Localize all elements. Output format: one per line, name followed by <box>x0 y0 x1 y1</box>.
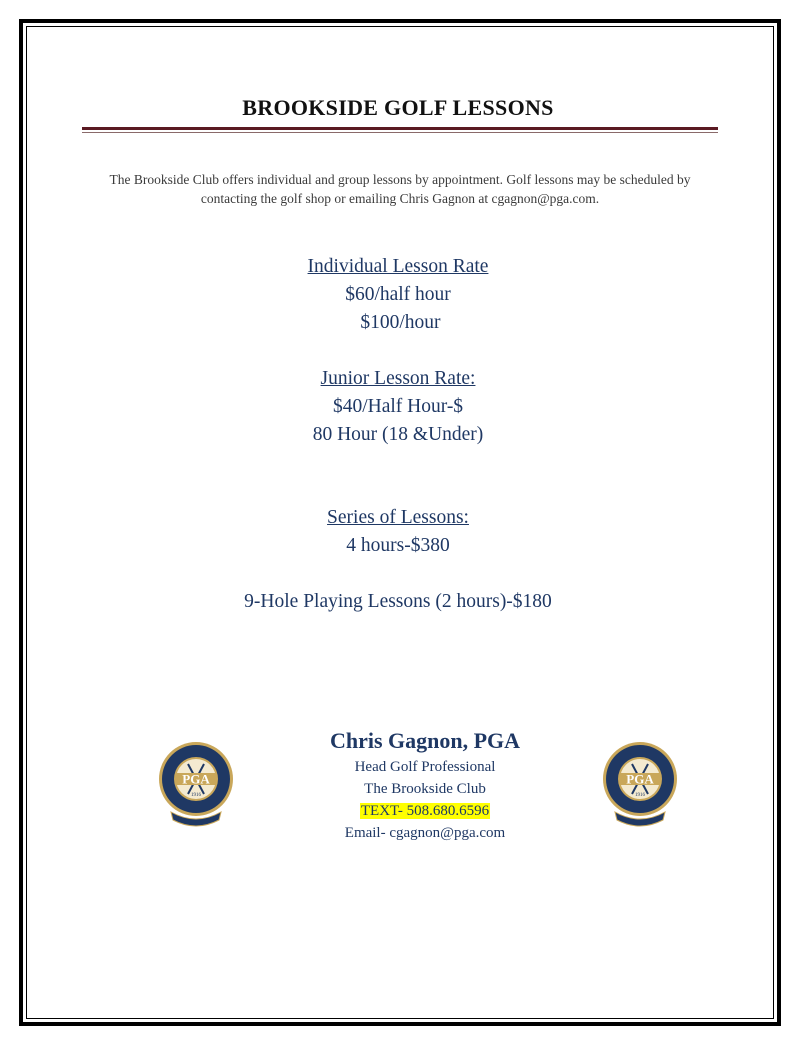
svg-text:1916: 1916 <box>191 793 201 798</box>
playing-lessons-price: 9-Hole Playing Lessons (2 hours)-$180 <box>244 591 552 612</box>
junior-rate-line1: $40/Half Hour-$ <box>332 396 464 417</box>
individual-rate-heading: Individual Lesson Rate <box>307 256 489 277</box>
series-price: 4 hours-$380 <box>346 535 450 556</box>
pga-logo-left-text: PGA <box>182 771 210 787</box>
pga-logo-right-text: PGA <box>626 771 654 787</box>
contact-phone[interactable]: TEXT- 508.680.6596 <box>360 803 490 819</box>
svg-text:1916: 1916 <box>635 793 645 798</box>
playing-lessons-section <box>0 588 796 616</box>
individual-rate-hour: $100/hour <box>355 312 441 333</box>
junior-rate-section <box>0 365 796 449</box>
page-title: BROOKSIDE GOLF LESSONS <box>242 95 554 120</box>
intro-paragraph: The Brookside Club offers individual and group lessons by appointment. Golf lessons may be scheduled by contacting the golf shop or emailing Chris Gagnon at cgagnon@pga.com. <box>109 172 691 206</box>
contact-block <box>250 726 600 844</box>
title-rule <box>82 127 718 130</box>
contact-name: Chris Gagnon, PGA <box>329 728 521 753</box>
junior-rate-heading: Junior Lesson Rate: <box>320 368 476 389</box>
series-heading: Series of Lessons: <box>327 507 469 528</box>
pga-logo-right <box>601 740 679 828</box>
series-section <box>0 504 796 560</box>
junior-rate-line2: 80 Hour (18 &Under) <box>312 424 484 445</box>
contact-role: Head Golf Professional <box>354 759 496 775</box>
contact-club: The Brookside Club <box>364 781 486 797</box>
title-rule-thin <box>82 132 718 133</box>
pga-logo-left <box>157 740 235 828</box>
individual-rate-section <box>0 253 796 337</box>
contact-email[interactable]: Email- cgagnon@pga.com <box>344 825 506 841</box>
individual-rate-half-hour: $60/half hour <box>345 284 451 305</box>
